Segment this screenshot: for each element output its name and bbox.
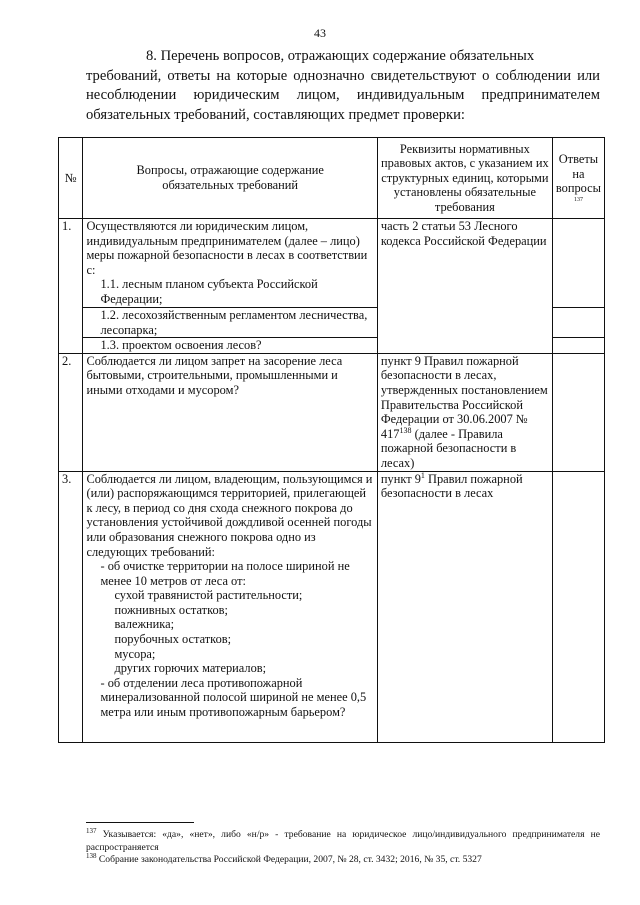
row-2-num: 2. — [59, 353, 83, 471]
table-row — [59, 353, 605, 471]
heading-rest: требований, ответы на которые однозначно свидетельствуют о соблюдении или несоблюдении юридическим лицом, индивидуальным предпринимателем обязательных требований, составляющих предмет проверки: — [86, 67, 600, 123]
row-1-question — [83, 219, 377, 308]
row-3-item: мусора; — [114, 646, 156, 661]
header-acts: Реквизиты нормативных правовых актов, с указанием их структурных единиц, которыми установлены обязательные требования — [377, 138, 552, 219]
header-num: № — [59, 138, 83, 219]
row-1-sub-2: 1.2. лесохозяйственным регламентом лесничества, лесопарка; — [100, 308, 368, 337]
footnotes — [86, 826, 600, 867]
row-2-acts-footnote: 138 — [399, 425, 412, 435]
row-3-item: пожнивных остатков; — [114, 602, 228, 617]
row-1-answer-2[interactable] — [552, 308, 604, 338]
row-3-answer[interactable] — [552, 471, 604, 742]
heading-line-1: 8. Перечень вопросов, отражающих содержание обязательных — [146, 48, 535, 64]
row-1-sub-2-cell — [83, 308, 377, 338]
row-3-acts-footnote: 1 — [420, 470, 425, 480]
row-3-question — [83, 471, 377, 742]
footnote-text: Указывается: «да», «нет», либо «н/р» - требование на юридическое лицо/индивидуального предпринимателя не распространяется — [86, 829, 600, 853]
row-1-question-text: Осуществляются ли юридическим лицом, индивидуальным предпринимателем (далее – лицо) меры пожарной безопасности в лесах в соответствии с: — [86, 219, 368, 277]
row-1-sub-1: 1.1. лесным планом субъекта Российской Федерации; — [100, 277, 318, 306]
row-2-acts-tail: (далее - Правила пожарной безопасности в лесах) — [380, 426, 517, 470]
row-1-answer-3[interactable] — [552, 338, 604, 354]
row-1-sub-3: 1.3. проектом освоения лесов? — [100, 338, 262, 353]
row-1-answer-1[interactable] — [552, 219, 604, 308]
section-heading — [86, 47, 600, 125]
table-header-row — [59, 138, 605, 219]
row-3-item: сухой травянистой растительности; — [114, 588, 303, 603]
header-answers — [552, 138, 604, 219]
row-1-acts: часть 2 статьи 53 Лесного кодекса Российской Федерации — [377, 219, 552, 354]
row-1-num: 1. — [59, 219, 83, 354]
footnote-text: Собрание законодательства Российской Федерации, 2007, № 28, ст. 3432; 2016, № 35, ст. 5327 — [96, 854, 482, 866]
footnote-137 — [86, 826, 600, 854]
header-answers-label: Ответы на вопросы — [555, 152, 601, 196]
header-question: Вопросы, отражающие содержание обязательных требований — [83, 138, 377, 219]
row-3-item: других горючих материалов; — [114, 661, 267, 676]
page-number: 43 — [314, 26, 326, 40]
table-row — [59, 219, 605, 308]
table-row — [59, 471, 605, 742]
header-answers-footnote: 137 — [573, 196, 583, 203]
footnote-separator — [86, 822, 194, 823]
row-3-acts — [377, 471, 552, 742]
row-3-acts-text: пункт 9 — [380, 471, 421, 486]
row-3-item: валежника; — [114, 617, 175, 632]
row-3-bullet-1: - об очистке территории на полосе шириной не менее 10 метров от леса от: — [100, 559, 350, 588]
row-2-acts-text: пункт 9 Правил пожарной безопасности в лесах, утвержденных постановлением Правительства Российской Федерации от 30.06.2007 № 417 — [380, 353, 548, 441]
row-3-num: 3. — [59, 471, 83, 742]
row-3-acts-tail: Правил пожарной безопасности в лесах — [380, 471, 523, 501]
row-2-acts — [377, 353, 552, 471]
footnote-mark: 138 — [86, 852, 97, 860]
row-2-answer[interactable] — [552, 353, 604, 471]
footnote-138 — [86, 854, 600, 867]
footnote-mark: 137 — [86, 826, 97, 835]
row-1-sub-3-cell — [83, 338, 377, 354]
row-3-question-text: Соблюдается ли лицом, владеющим, пользующимся и (или) распоряжающимся территорией, прилегающей к лесу, в период со дня схода снежного покрова до установления устойчивой дождливой осенней погоды или образования снежного покрова одно из следующих требований: — [86, 471, 373, 559]
row-3-bullet-2: - об отделении леса противопожарной минерализованной полосой шириной не менее 0,5 метра или иным противопожарным барьером? — [100, 675, 367, 720]
requirements-table — [58, 137, 605, 743]
row-2-question: Соблюдается ли лицом запрет на засорение леса бытовыми, строительными, промышленными и иными отходами и мусором? — [83, 353, 377, 471]
row-3-item: порубочных остатков; — [114, 632, 232, 647]
